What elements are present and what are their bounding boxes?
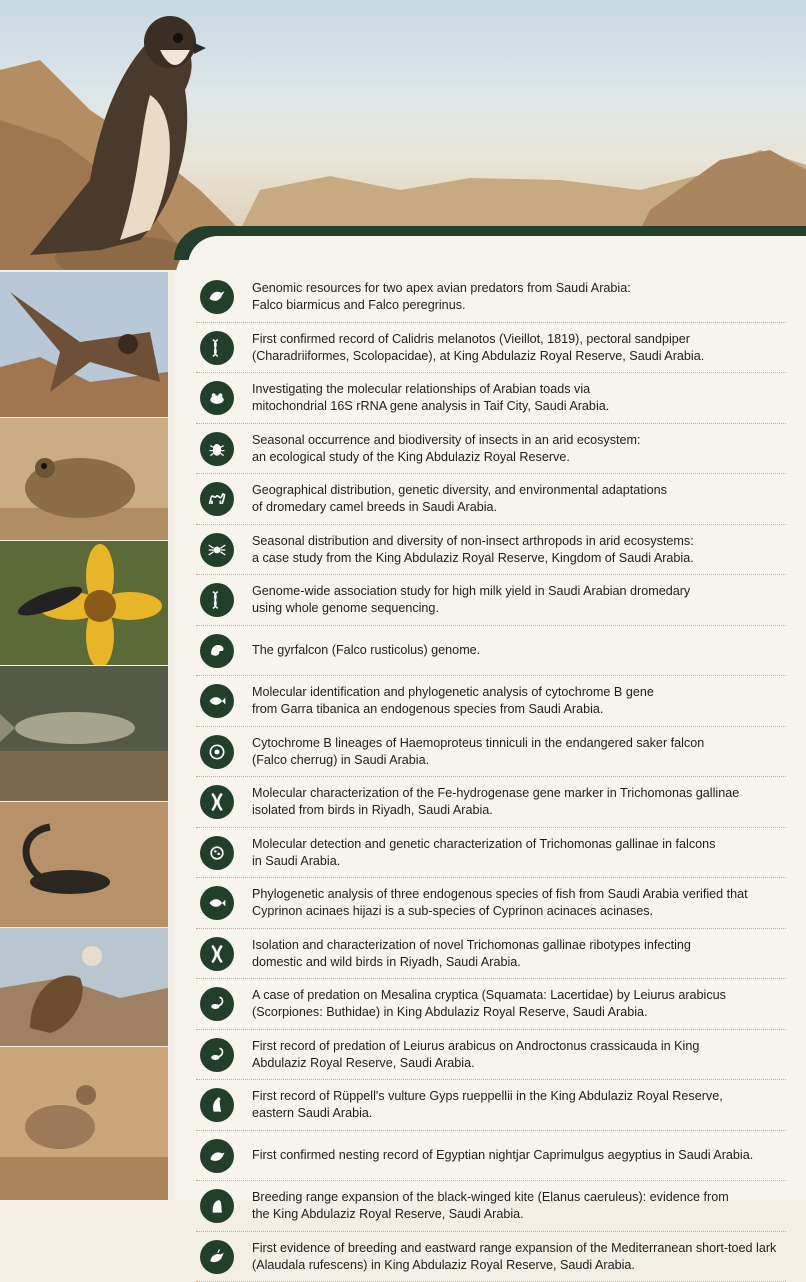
toad-icon (200, 381, 234, 415)
list-item-text (252, 642, 786, 659)
list-item-text (252, 482, 786, 516)
lark-photo (0, 1047, 168, 1200)
list-item-line: domestic and wild birds in Riyadh, Saudi Arabia. (252, 954, 786, 971)
nightjar-icon (200, 1139, 234, 1173)
list-item-text (252, 1088, 786, 1122)
list-item-text (252, 331, 786, 365)
list-item (196, 1030, 786, 1081)
list-item-text (252, 1147, 786, 1164)
list-item-line: Cytochrome B lineages of Haemoproteus tinniculi in the endangered saker falcon (252, 735, 786, 752)
publication-list (196, 272, 786, 1282)
camel-icon (200, 482, 234, 516)
list-item (196, 1181, 786, 1232)
scorpion-photo (0, 802, 168, 930)
panel-header-bar (174, 226, 806, 260)
fish-icon (200, 684, 234, 718)
list-item-line: Seasonal occurrence and biodiversity of insects in an arid ecosystem: (252, 432, 786, 449)
list-item-line: First record of predation of Leiurus arabicus on Androctonus crassicauda in King (252, 1038, 786, 1055)
list-item-line: of dromedary camel breeds in Saudi Arabia. (252, 499, 786, 516)
bird-icon (200, 280, 234, 314)
list-item (196, 575, 786, 626)
dna-icon (200, 583, 234, 617)
list-item (196, 676, 786, 727)
list-item-text (252, 432, 786, 466)
list-item-line: Isolation and characterization of novel Trichomonas gallinae ribotypes infecting (252, 937, 786, 954)
chromosome-icon (200, 937, 234, 971)
dna-icon (200, 331, 234, 365)
list-item-line: an ecological study of the King Abdulaziz Royal Reserve. (252, 449, 786, 466)
list-item (196, 424, 786, 475)
list-item-text (252, 583, 786, 617)
list-item-line: a case study from the King Abdulaziz Royal Reserve, Kingdom of Saudi Arabia. (252, 550, 786, 567)
list-item-text (252, 1240, 786, 1274)
list-item-line: Geographical distribution, genetic diversity, and environmental adaptations (252, 482, 786, 499)
list-item-line: Breeding range expansion of the black-winged kite (Elanus caeruleus): evidence from (252, 1189, 786, 1206)
list-item (196, 727, 786, 778)
list-item-text (252, 785, 786, 819)
list-item (196, 272, 786, 323)
list-item-line: First confirmed nesting record of Egyptian nightjar Caprimulgus aegyptius in Saudi Arabia. (252, 1147, 786, 1164)
list-item-text (252, 836, 786, 870)
photo-strip (0, 270, 168, 1200)
flying-falcon-photo (0, 272, 168, 420)
list-item-text (252, 1038, 786, 1072)
microbe-icon (200, 836, 234, 870)
parasite-icon (200, 735, 234, 769)
list-item-line: Molecular characterization of the Fe-hydrogenase gene marker in Trichomonas gallinae (252, 785, 786, 802)
list-item (196, 828, 786, 879)
insect-on-flower-photo (0, 541, 168, 668)
list-item (196, 777, 786, 828)
list-item-text (252, 886, 786, 920)
list-item-line: mitochondrial 16S rRNA gene analysis in Taif City, Saudi Arabia. (252, 398, 786, 415)
list-item-line: Abdulaziz Royal Reserve, Saudi Arabia. (252, 1055, 786, 1072)
list-item-text (252, 533, 786, 567)
list-item-line: Falco biarmicus and Falco peregrinus. (252, 297, 786, 314)
vulture-photo (0, 928, 168, 1049)
list-item-line: First evidence of breeding and eastward range expansion of the Mediterranean short-toed lark (252, 1240, 786, 1257)
spider-icon (200, 533, 234, 567)
list-item-line: (Scorpiones: Buthidae) in King Abdulaziz Royal Reserve, Saudi Arabia. (252, 1004, 786, 1021)
list-item-line: Cyprinon acinaes hijazi is a sub-species of Cyprinon acinaces acinases. (252, 903, 786, 920)
list-item-text (252, 735, 786, 769)
list-item-line: The gyrfalcon (Falco rusticolus) genome. (252, 642, 786, 659)
chromosome-icon (200, 785, 234, 819)
list-item-line: A case of predation on Mesalina cryptica (Squamata: Lacertidae) by Leiurus arabicus (252, 987, 786, 1004)
list-item-line: Investigating the molecular relationships of Arabian toads via (252, 381, 786, 398)
list-item (196, 1232, 786, 1282)
list-item-line: isolated from birds in Riyadh, Saudi Arabia. (252, 802, 786, 819)
list-item (196, 1080, 786, 1131)
list-item (196, 373, 786, 424)
beetle-icon (200, 432, 234, 466)
list-item-text (252, 1189, 786, 1223)
list-item-line: from Garra tibanica an endogenous species from Saudi Arabia. (252, 701, 786, 718)
list-item-line: Seasonal distribution and diversity of non-insect arthropods in arid ecosystems: (252, 533, 786, 550)
list-item-line: Genomic resources for two apex avian predators from Saudi Arabia: (252, 280, 786, 297)
list-item-line: Molecular detection and genetic characterization of Trichomonas gallinae in falcons (252, 836, 786, 853)
lark-icon (200, 1240, 234, 1274)
list-item-line: eastern Saudi Arabia. (252, 1105, 786, 1122)
list-item (196, 929, 786, 980)
list-item (196, 878, 786, 929)
list-item-line: (Charadriiformes, Scolopacidae), at King Abdulaziz Royal Reserve, Saudi Arabia. (252, 348, 786, 365)
list-item-text (252, 987, 786, 1021)
list-item-text (252, 937, 786, 971)
list-item-text (252, 684, 786, 718)
list-item-line: Genome-wide association study for high milk yield in Saudi Arabian dromedary (252, 583, 786, 600)
vulture-icon (200, 1088, 234, 1122)
list-item-line: Molecular identification and phylogenetic analysis of cytochrome B gene (252, 684, 786, 701)
list-item (196, 474, 786, 525)
list-item-line: in Saudi Arabia. (252, 853, 786, 870)
toad-photo (0, 418, 168, 543)
list-item (196, 626, 786, 677)
list-item-line: using whole genome sequencing. (252, 600, 786, 617)
list-item (196, 323, 786, 374)
list-item-line: Phylogenetic analysis of three endogenous species of fish from Saudi Arabia verified that (252, 886, 786, 903)
scorpion-icon (200, 1038, 234, 1072)
list-item-line: (Alaudala rufescens) in King Abdulaziz Royal Reserve, Saudi Arabia. (252, 1257, 786, 1274)
fish-icon (200, 886, 234, 920)
fish-photo (0, 666, 168, 804)
scorpion-icon (200, 987, 234, 1021)
kite-icon (200, 1189, 234, 1223)
list-item (196, 979, 786, 1030)
list-item-line: (Falco cherrug) in Saudi Arabia. (252, 752, 786, 769)
list-item-line: First record of Rüppell's vulture Gyps rueppellii in the King Abdulaziz Royal Reserve, (252, 1088, 786, 1105)
list-item-text (252, 381, 786, 415)
list-item (196, 1131, 786, 1182)
falcon-head-icon (200, 634, 234, 668)
list-item-line: the King Abdulaziz Royal Reserve, Saudi Arabia. (252, 1206, 786, 1223)
list-item (196, 525, 786, 576)
list-item-text (252, 280, 786, 314)
list-item-line: First confirmed record of Calidris melanotos (Vieillot, 1819), pectoral sandpiper (252, 331, 786, 348)
